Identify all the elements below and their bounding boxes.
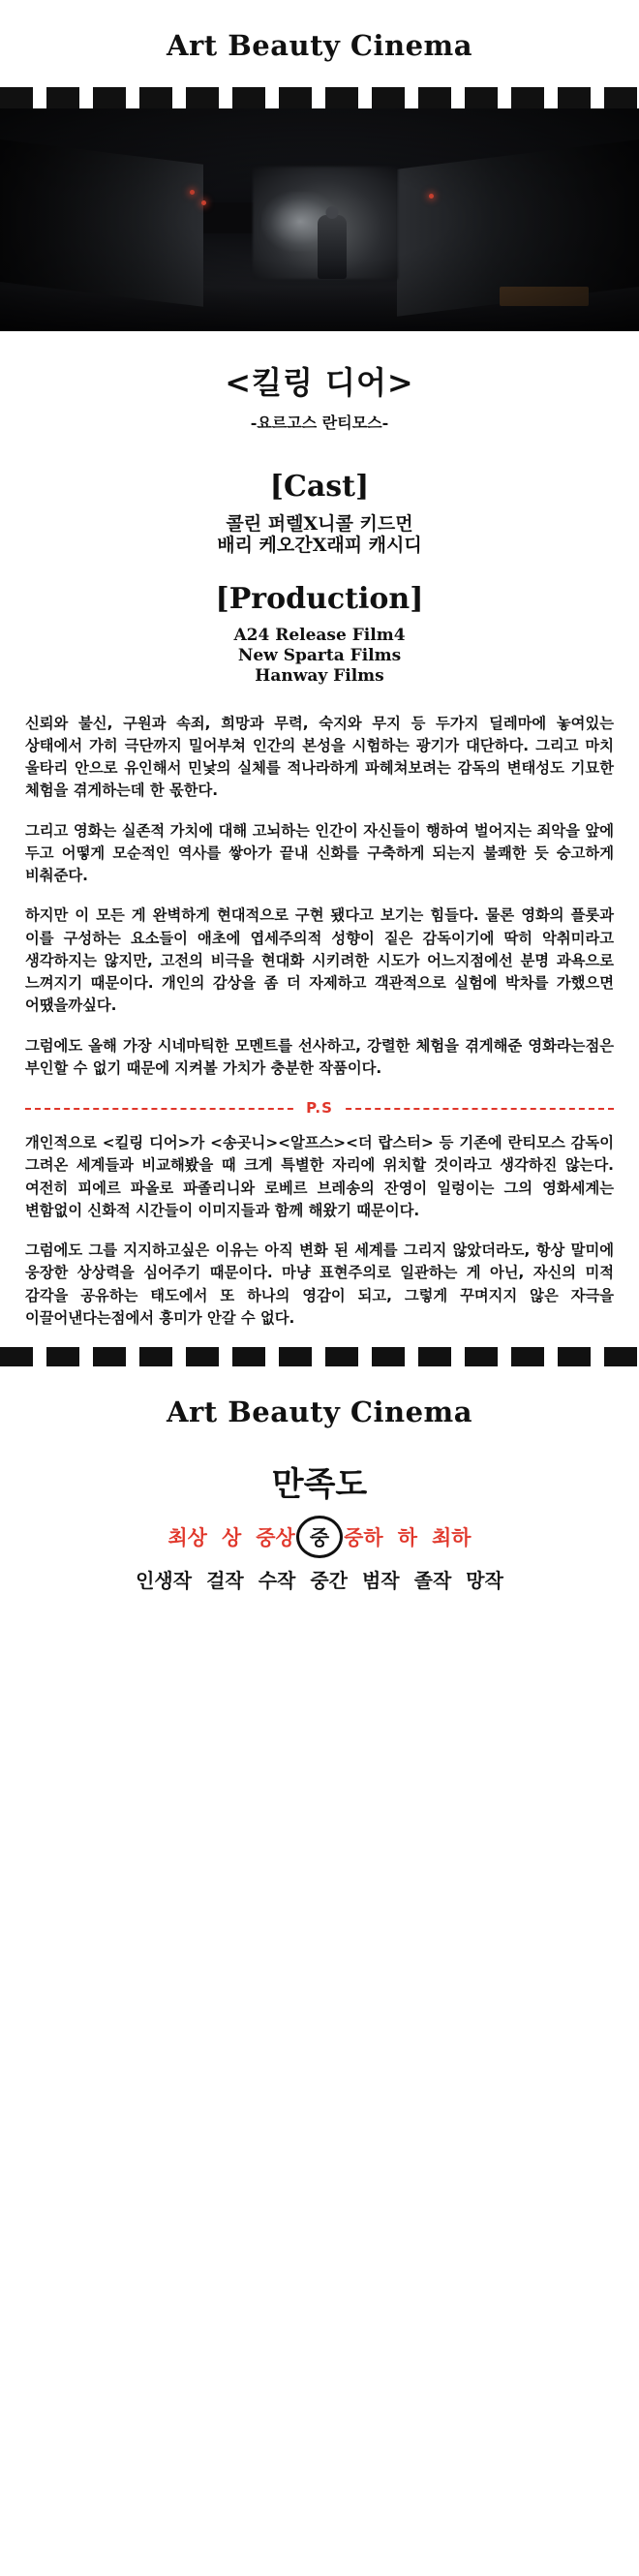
footer-brand: Art Beauty Cinema xyxy=(166,1395,473,1429)
rating-label-sujak: 수작 xyxy=(258,1569,296,1593)
rating-option-jung-selected[interactable]: 중 xyxy=(308,1520,331,1553)
movie-director: -요르고스 란티모스- xyxy=(250,414,389,432)
review-body xyxy=(0,713,639,1331)
rating-option-choesang[interactable]: 최상 xyxy=(167,1526,207,1550)
review-paragraph: 신뢰와 불신, 구원과 속죄, 희망과 무력, 숙지와 무지 등 두가지 딜레마에 놓여있는 상태에서 가히 극단까지 밀어부쳐 인간의 본성을 시험하는 광기가 대단하다. 그리고 마치 울타리 안으로 유인해서 민낯의 실체를 적나라하게 파헤쳐보려는 감독의 변태성도 기묘한 체험을 겪게하는데 한 몫한다. xyxy=(25,714,614,800)
cast-heading: [Cast] xyxy=(269,470,370,504)
review-paragraph: 하지만 이 모든 게 완벽하게 현대적으로 구현 됐다고 보기는 힘들다. 물론 영화의 플롯과 이를 구성하는 요소들이 애초에 엽세주의적 성향이 짙은 감독이기에 딱히 악취미라고 생각하지는 않지만, 고전의 비극을 현대화 시키려한 시도가 어느지점에선 분명 과욕으로 느껴지기 때문이다. 개인의 감상을 좀 더 자제하고 객관적으로 실험에 박차를 가했으면 어땠을까싶다. xyxy=(25,906,614,1015)
rating-option-ha[interactable]: 하 xyxy=(397,1526,418,1550)
rating-label-junggan: 중간 xyxy=(310,1569,348,1593)
production-heading: [Production] xyxy=(215,581,424,616)
hero-image xyxy=(0,108,639,331)
ps-paragraph: 개인적으로 <킬링 디어>가 <송곳니><알프스><더 랍스터> 등 기존에 란티모스 감독이 그려온 세계들과 비교해봤을 때 크게 특별한 자리에 위치할 것이라고 생각하진 않는다. 여전히 피에르 파올로 파졸리니와 로베르 브레송의 잔영이 일렁이는 그의 영화세계는 변함없이 신화적 시간들이 이미지들과 함께 해왔기 때문이다. xyxy=(25,1134,614,1219)
cast-line-2: 배리 케오간X래피 캐시디 xyxy=(217,535,422,557)
rating-option-choeha[interactable]: 최하 xyxy=(432,1526,472,1550)
production-line-2: New Sparta Films xyxy=(237,646,402,666)
review-paragraph: 그럼에도 올해 가장 시네마틱한 모멘트를 선사하고, 강렬한 체험을 겪게해준 영화라는점은 부인할 수 없기 때문에 지켜볼 가치가 충분한 작품이다. xyxy=(25,1036,614,1077)
rating-option-sang[interactable]: 상 xyxy=(221,1526,242,1550)
review-paragraph: 그리고 영화는 실존적 가치에 대해 고뇌하는 인간이 자신들이 행하여 벌어지는 죄악을 앞에 두고 어떻게 모순적인 역사를 쌓아가 끝내 신화를 구축하게 되는지 불쾌한 듯 숭고하게 비춰준다. xyxy=(25,821,614,885)
divider-dashed-bottom xyxy=(0,1347,639,1366)
production-line-3: Hanway Films xyxy=(255,666,384,687)
ps-label: P.S xyxy=(296,1099,343,1117)
movie-title: <킬링 디어> xyxy=(225,364,414,401)
rating-scale-row-secondary xyxy=(0,1563,639,1595)
ps-divider xyxy=(25,1097,614,1119)
rating-scale-row xyxy=(0,1520,639,1553)
hero-vignette xyxy=(0,108,639,331)
production-line-1: A24 Release Film4 xyxy=(233,625,406,645)
ps-paragraph: 그럼에도 그를 지지하고싶은 이유는 아직 변화 된 세계를 그리지 않았더라도, 항상 말미에 웅장한 상상력을 심어주기 때문이다. 마냥 표현주의로 일관하는 게 아닌, 자신의 미적 감각을 공유하는 태도에서 또 하나의 영감이 되고, 그렇게 꾸며지지 않은 자극을 이끌어낸다는점에서 흥미가 안갈 수 없다. xyxy=(25,1242,614,1327)
cast-line-1: 콜린 퍼렐X니콜 키드먼 xyxy=(226,513,413,535)
rating-label-mangjak: 망작 xyxy=(466,1569,503,1593)
rating-label-insaengjak: 인생작 xyxy=(136,1569,193,1593)
rating-title: 만족도 xyxy=(271,1465,368,1505)
rating-label-joljak: 졸작 xyxy=(413,1569,452,1593)
header-brand: Art Beauty Cinema xyxy=(166,29,473,62)
rating-option-jungha[interactable]: 중하 xyxy=(344,1526,383,1550)
divider-dashed-top xyxy=(0,87,639,108)
title-block xyxy=(0,331,639,445)
rating-label-beomjak: 범작 xyxy=(361,1569,400,1593)
rating-option-jungsang[interactable]: 중상 xyxy=(256,1526,295,1550)
rating-label-geoljak: 걸작 xyxy=(206,1569,244,1593)
